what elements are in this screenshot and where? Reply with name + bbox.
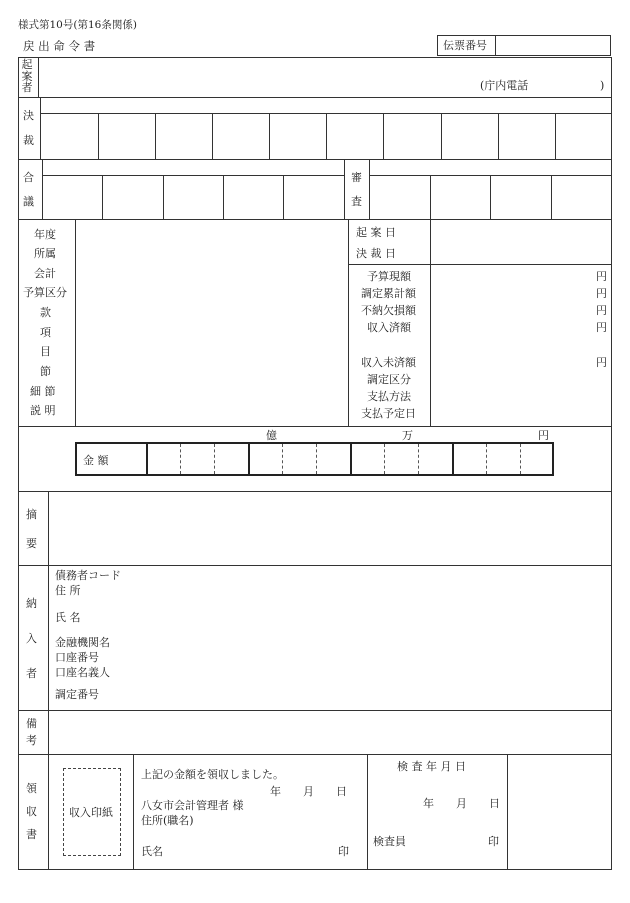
inspector-label: 検査員 xyxy=(373,835,406,848)
received-statement: 上記の金額を領収しました。 xyxy=(141,768,284,781)
yen-unit: 円 xyxy=(596,270,607,283)
form-number: 様式第10号(第16条関係) xyxy=(18,19,137,31)
department-label: 所属 xyxy=(34,247,56,260)
yen-unit: 円 xyxy=(596,304,607,317)
proposer-label: 起案者 xyxy=(21,58,33,95)
yen-unit: 円 xyxy=(596,321,607,334)
inspection-date: 年 月 日 xyxy=(423,797,500,810)
stamp-label: 収入印紙 xyxy=(69,806,113,819)
fiscal-year-label: 年度 xyxy=(34,228,56,241)
slip-number-label: 伝票番号 xyxy=(443,39,487,52)
kou-label: 項 xyxy=(40,326,51,339)
inspector-seal: 印 xyxy=(488,835,499,848)
receiver-address-label: 住所(職名) xyxy=(141,814,194,827)
account-number-label: 口座番号 xyxy=(55,651,99,664)
setsumei-label: 説 明 xyxy=(30,404,56,417)
payer-name-label: 氏 名 xyxy=(55,611,81,624)
uncollectible-label: 不納欠損額 xyxy=(361,304,416,317)
accountant-label: 八女市会計管理者 様 xyxy=(141,799,244,812)
adjust-class-label: 調定区分 xyxy=(367,373,411,386)
bank-name-label: 金融機関名 xyxy=(55,636,110,649)
yen-unit: 円 xyxy=(596,356,607,369)
receipt-label-1: 領 xyxy=(26,782,37,795)
phone-close: ) xyxy=(600,79,605,92)
payment-method-label: 支払方法 xyxy=(367,390,411,403)
payer-address-label: 住 所 xyxy=(55,584,81,597)
yen-unit-amount: 円 xyxy=(538,429,549,442)
account-label: 会計 xyxy=(34,267,56,280)
received-label: 収入済額 xyxy=(367,321,411,334)
approval-label-bottom: 裁 xyxy=(23,134,34,147)
debtor-code-label: 債務者コード xyxy=(55,569,121,582)
consultation-label-top: 合 xyxy=(23,171,34,184)
moku-label: 目 xyxy=(40,345,51,358)
payer-label-2: 入 xyxy=(26,632,37,645)
payer-label-1: 納 xyxy=(26,597,37,610)
approval-label-top: 決 xyxy=(23,109,34,122)
yen-unit: 円 xyxy=(596,287,607,300)
receipt-label-3: 書 xyxy=(26,828,37,841)
payer-label-3: 者 xyxy=(26,667,37,680)
remarks-label-top: 備 xyxy=(26,717,37,730)
account-holder-label: 口座名義人 xyxy=(55,666,110,679)
remarks-label-bottom: 考 xyxy=(26,734,37,747)
summary-label-top: 摘 xyxy=(26,508,37,521)
decided-date-label: 決 裁 日 xyxy=(356,247,396,260)
oku-unit: 億 xyxy=(266,429,277,442)
drafted-date-label: 起 案 日 xyxy=(356,226,396,239)
summary-label-bottom: 要 xyxy=(26,537,37,550)
receiver-name-label: 氏名 xyxy=(141,845,163,858)
review-label-top: 審 xyxy=(351,171,362,184)
man-unit: 万 xyxy=(402,429,413,442)
receipt-date: 年 月 日 xyxy=(270,785,347,798)
consultation-label-bottom: 議 xyxy=(23,195,34,208)
receipt-label-2: 収 xyxy=(26,805,37,818)
unreceived-label: 収入未済額 xyxy=(361,356,416,369)
kan-label: 款 xyxy=(40,306,51,319)
review-label-bottom: 査 xyxy=(351,195,362,208)
amount-label: 金 額 xyxy=(83,454,109,467)
page-title: 戻 出 命 令 書 xyxy=(23,39,96,53)
payment-date-label: 支払予定日 xyxy=(361,407,416,420)
adjust-number-label: 調定番号 xyxy=(55,688,99,701)
setsu-label: 節 xyxy=(40,365,51,378)
inspection-date-label: 検 査 年 月 日 xyxy=(397,760,466,773)
adjusted-total-label: 調定累計額 xyxy=(361,287,416,300)
budget-class-label: 予算区分 xyxy=(23,286,67,299)
budget-current-label: 予算現額 xyxy=(367,270,411,283)
phone-label: (庁内電話 xyxy=(480,79,529,92)
seal-mark: 印 xyxy=(338,845,349,858)
saimoku-label: 細 節 xyxy=(30,385,56,398)
